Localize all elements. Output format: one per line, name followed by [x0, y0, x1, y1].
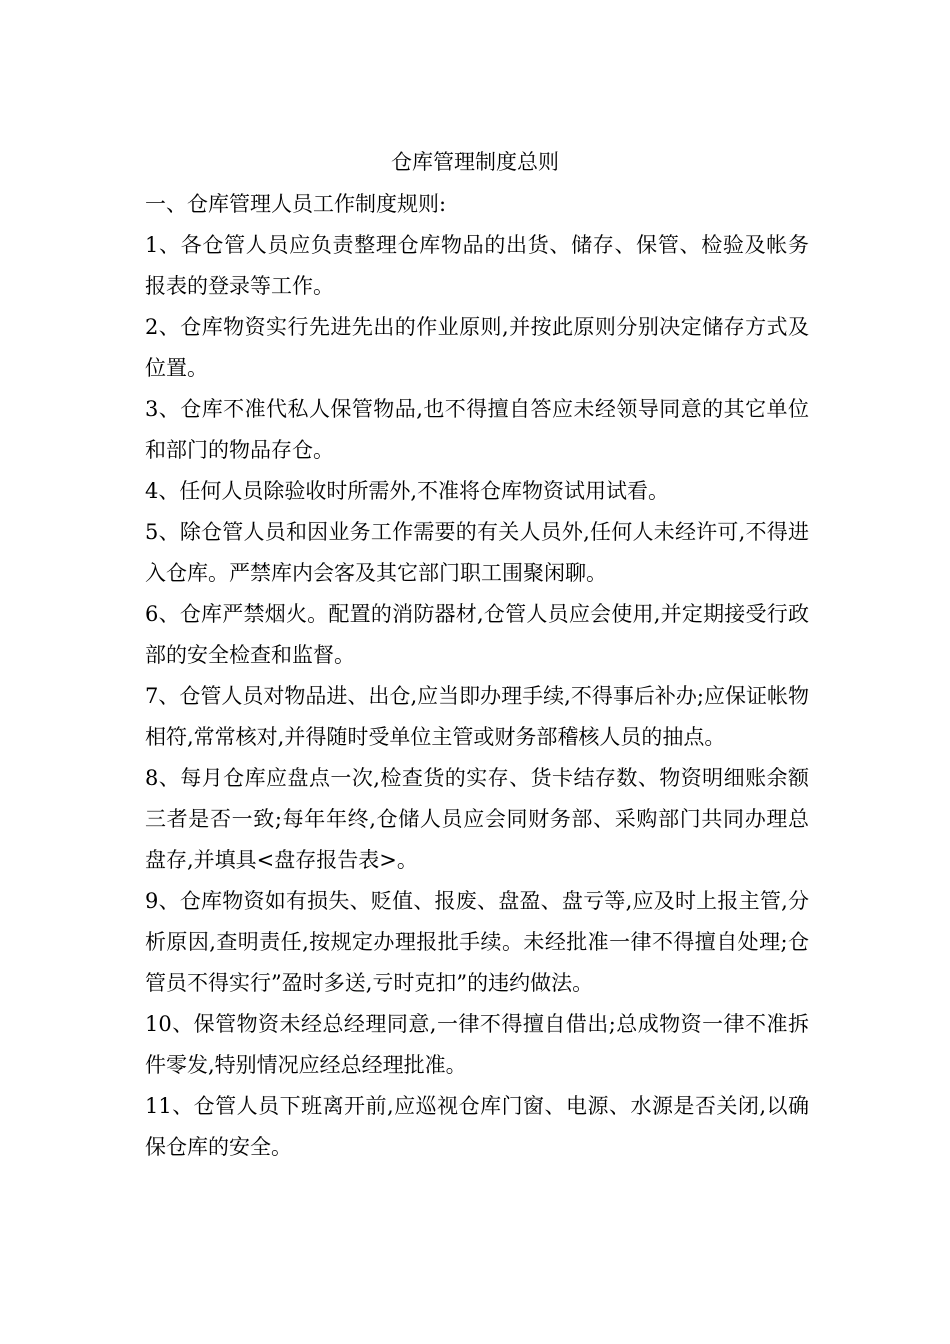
- document-body: [145, 184, 809, 1168]
- rule-item-9: 9、仓库物资如有损失、贬值、报废、盘盈、盘亏等,应及时上报主管,分析原因,查明责任,按规定办理报批手续。未经批准一律不得擅自处理;仓管员不得实行”盈时多送,亏时克扣”的违约做法。: [145, 889, 809, 995]
- rule-item-5: 5、除仓管人员和因业务工作需要的有关人员外,任何人未经许可,不得进入仓库。严禁库内会客及其它部门职工围聚闲聊。: [145, 520, 809, 585]
- rule-item-1: 1、各仓管人员应负责整理仓库物品的出货、储存、保管、检验及帐务报表的登录等工作。: [145, 233, 809, 298]
- section-heading: 一、仓库管理人员工作制度规则:: [145, 192, 447, 216]
- rule-item-8: 8、每月仓库应盘点一次,检查货的实存、货卡结存数、物资明细账余额三者是否一致;每年年终,仓储人员应会同财务部、采购部门共同办理总盘存,并填具<盘存报告表>。: [145, 766, 809, 872]
- rule-item-2: 2、仓库物资实行先进先出的作业原则,并按此原则分别决定储存方式及位置。: [145, 315, 809, 380]
- rule-item-3: 3、仓库不准代私人保管物品,也不得擅自答应未经领导同意的其它单位和部门的物品存仓。: [145, 397, 809, 462]
- rule-item-10: 10、保管物资未经总经理同意,一律不得擅自借出;总成物资一律不准拆件零发,特别情况应经总经理批准。: [145, 1012, 809, 1077]
- rule-item-11: 11、仓管人员下班离开前,应巡视仓库门窗、电源、水源是否关闭,以确保仓库的安全。: [145, 1094, 809, 1159]
- document-title: 仓库管理制度总则: [391, 150, 559, 174]
- rule-item-6: 6、仓库严禁烟火。配置的消防器材,仓管人员应会使用,并定期接受行政部的安全检查和监督。: [145, 602, 809, 667]
- rule-item-4: 4、任何人员除验收时所需外,不准将仓库物资试用试看。: [145, 479, 670, 503]
- rule-item-7: 7、仓管人员对物品进、出仓,应当即办理手续,不得事后补办;应保证帐物相符,常常核对,并得随时受单位主管或财务部稽核人员的抽点。: [145, 684, 809, 749]
